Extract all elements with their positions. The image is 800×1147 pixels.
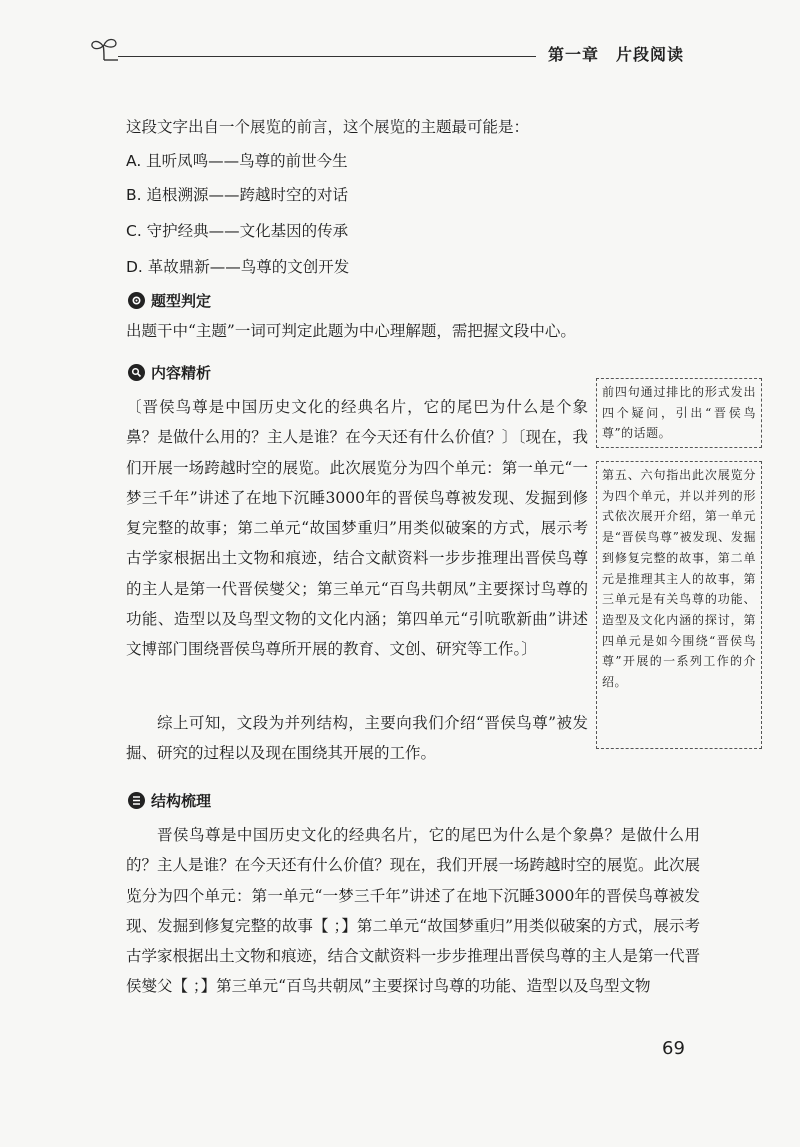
section-type-judgment [128, 290, 211, 311]
section-title: 内容精析 [151, 364, 212, 382]
margin-note-2: 第五、六句指出此次展览分为四个单元，并以并列的形式依次展开介绍，第一单元是“晋侯鸟尊”被发现、发掘到修复完整的故事，第二单元是推理其主人的故事，第三单元是有关鸟尊的功能、造型及文化内涵的探讨，第四单元是如今围绕“晋侯鸟尊”开展的一系列工作的介绍。 [596, 461, 762, 749]
structure-icon [128, 792, 145, 809]
option-c: C. 守护经典——文化基因的传承 [126, 222, 349, 240]
chapter-title: 第一章 片段阅读 [548, 45, 685, 64]
gear-icon [128, 292, 145, 309]
sprout-icon [88, 36, 120, 62]
page-number: 69 [662, 1038, 685, 1059]
option-d: D. 革故鼎新——鸟尊的文创开发 [126, 258, 350, 276]
content-analysis-paragraph: 〔晋侯鸟尊是中国历史文化的经典名片，它的尾巴为什么是个象鼻？是做什么用的？主人是谁？在今天还有什么价值？〕〔现在，我们开展一场跨越时空的展览。此次展览分为四个单元：第一单元“一梦三千年”讲述了在地下沉睡3000年的晋侯鸟尊被发现、发掘到修复完整的故事；第二单元“故国梦重归”用类似破案的方式，展示考古学家根据出土文物和痕迹，结合文献资料一步步推理出晋侯鸟尊的主人是第一代晋侯燮父；第三单元“百鸟共朝凤”主要探讨鸟尊的功能、造型以及鸟型文物的文化内涵；第四单元“引吭歌新曲”讲述文博部门围绕晋侯鸟尊所开展的教育、文创、研究等工作。〕 [126, 398, 588, 659]
section-title: 结构梳理 [151, 792, 212, 810]
section-title: 题型判定 [151, 292, 212, 310]
structure-paragraph: 晋侯鸟尊是中国历史文化的经典名片，它的尾巴为什么是个象鼻？是做什么用的？主人是谁？在今天还有什么价值？现在，我们开展一场跨越时空的展览。此次展览分为四个单元：第一单元“一梦三千年”讲述了在地下沉睡3000年的晋侯鸟尊被发现、发掘到修复完整的故事【 ；】第二单元“故国梦重归”用类似破案的方式，展示考古学家根据出土文物和痕迹，结合文献资料一步步推理出晋侯鸟尊的主人是第一代晋侯燮父【 ；】第三单元“百鸟共朝凤”主要探讨鸟尊的功能、造型以及鸟型文物 [126, 826, 700, 996]
magnifier-icon [128, 364, 145, 381]
margin-note-1: 前四句通过排比的形式发出四个疑问，引出“晋侯鸟尊”的话题。 [596, 378, 762, 448]
option-b: B. 追根溯源——跨越时空的对话 [126, 186, 348, 204]
header-rule [118, 56, 536, 57]
section-structure [128, 790, 211, 811]
content-analysis-summary: 综上可知，文段为并列结构，主要向我们介绍“晋侯鸟尊”被发掘、研究的过程以及现在围绕其开展的工作。 [126, 714, 588, 763]
type-judgment-text: 出题干中“主题”一词可判定此题为中心理解题，需把握文段中心。 [126, 322, 576, 340]
option-a: A. 且听凤鸣——鸟尊的前世今生 [126, 152, 348, 170]
question-stem: 这段文字出自一个展览的前言，这个展览的主题最可能是： [126, 118, 530, 136]
section-content-analysis [128, 362, 211, 383]
